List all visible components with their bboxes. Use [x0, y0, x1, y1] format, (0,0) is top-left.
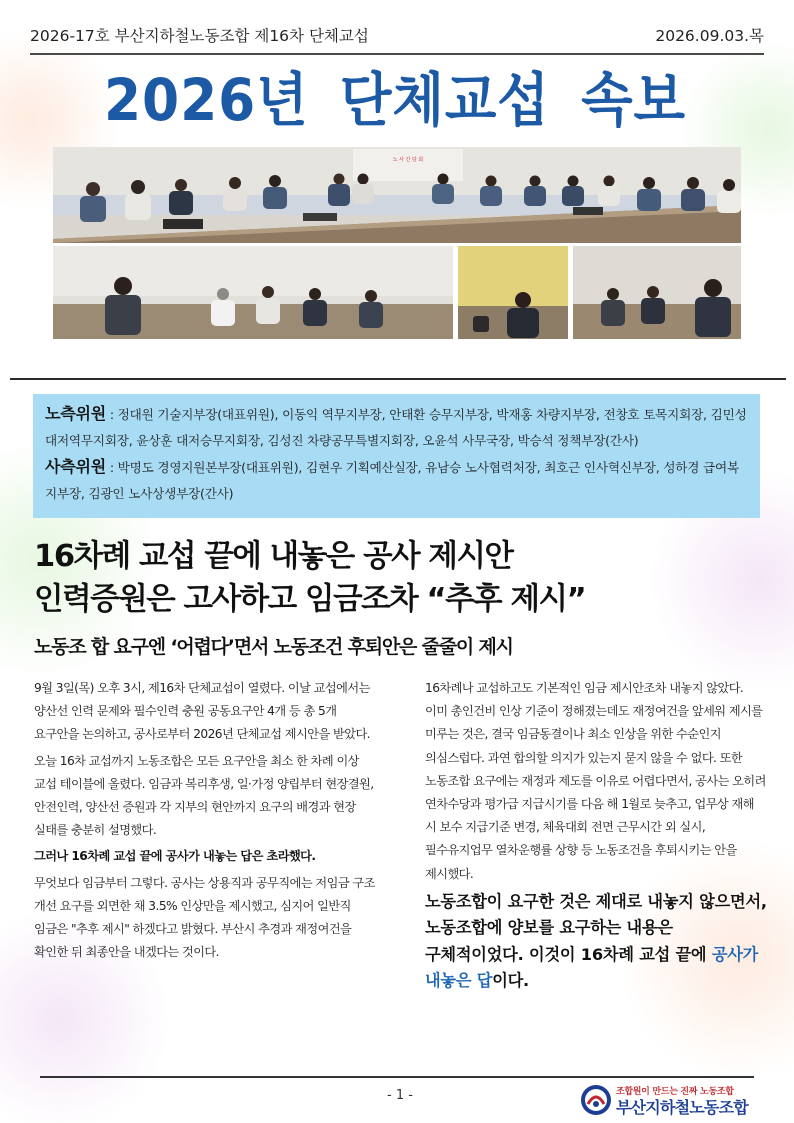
page-number: - 1 -	[387, 1088, 413, 1103]
logo-name: 부산지하철노동조합	[616, 1098, 748, 1117]
header-bar	[30, 20, 764, 50]
article-headline-line2: 인력증원은 고사하고 임금조차 “추후 제시”	[34, 582, 586, 617]
section-divider	[10, 378, 786, 380]
negotiation-photo-bottom	[53, 246, 741, 339]
photo-wall-text: 노 사 간 담 회	[392, 157, 424, 163]
title-main: 단체교섭	[339, 66, 550, 134]
article-paragraph: 무엇보다 임금부터 그렇다. 공사는 상용직과 공무직에는 저임금 구조 개선 요구를 외면한 채 3.5% 인상만을 제시했고, 심지어 일반직 임금은 "추후 제시" 하겠다고 밝혔다. 부산시 추경과 재정여건을 확인한 뒤 최종안을 내겠다는 것이다.	[34, 875, 375, 960]
page-title	[87, 62, 703, 138]
article-column-right	[425, 677, 767, 998]
union-logo	[580, 1083, 760, 1117]
article-conclusion	[425, 889, 767, 995]
management-members-label: 사측위원	[45, 457, 107, 476]
conclusion-highlight: 공사가 내놓은 답	[425, 944, 759, 991]
article-headline-line1: 16차례 교섭 끝에 내놓은 공사 제시안	[34, 539, 513, 574]
committee-members-box	[33, 394, 760, 518]
article-paragraph-bold: 그러나 16차례 교섭 끝에 공사가 내놓는 답은 초라했다.	[34, 849, 316, 864]
footer-divider	[40, 1076, 754, 1078]
article-paragraph: 오늘 16차 교섭까지 노동조합은 모든 요구안을 최소 한 차례 이상 교섭 테이블에 올렸다. 임금과 복리후생, 일·가정 양립부터 현장결원, 안전인력, 양산선 증원과 각 지부의 현안까지 요구의 배경과 현장 실태를 충분히 설명했다.	[34, 753, 374, 838]
issue-label: 2026-17호 부산지하철노동조합 제16차 단체교섭	[30, 27, 369, 45]
conclusion-text: 노동조합이 요구한 것은 제대로 내놓지 않으면서, 노동조합에 양보를 요구하는 내용은 구체적이었다. 이것이 16차례 교섭 끝에	[425, 891, 767, 964]
negotiation-photo-top	[53, 147, 741, 243]
conclusion-tail: 이다.	[492, 971, 530, 991]
logo-slogan: 조합원이 만드는 진짜 노동조합	[616, 1087, 734, 1097]
management-members-list: : 박명도 경영지원본부장(대표위원), 김현우 기획예산실장, 유남승 노사협력처장, 최호근 인사혁신부장, 성하경 급여복지부장, 김광인 노사상생부장(간사)	[45, 460, 739, 501]
article-subheadline: 노동조 합 요구엔 ‘어렵다’면서 노동조건 후퇴안은 줄줄이 제시	[34, 636, 513, 658]
article-paragraph: 9월 3일(목) 오후 3시, 제16차 단체교섭이 열렸다. 이날 교섭에서는 양산선 인력 문제와 필수인력 충원 공동요구안 4개 등 총 5개 요구안을 논의하고, 공사로부터 2026년 단체교섭 제시안을 받았다.	[34, 681, 370, 742]
labor-members-label: 노측위원	[45, 404, 107, 423]
union-emblem-icon	[580, 1084, 612, 1116]
title-tag: 속보	[581, 66, 687, 134]
header-divider	[30, 53, 764, 55]
labor-members-list: : 정대원 기술지부장(대표위원), 이동익 역무지부장, 안태환 승무지부장, 박재홍 차량지부장, 전창호 토목지회장, 김민성 대저역무지회장, 윤상훈 대저승무지회장, 김성진 차량공무특별지회장, 오윤석 사무국장, 박승석 정책부장(간사)	[45, 407, 747, 448]
article-column-left	[34, 677, 376, 967]
title-year: 2026년	[103, 66, 309, 134]
issue-date: 2026.09.03.목	[655, 27, 764, 45]
article-paragraph: 16차례나 교섭하고도 기본적인 임금 제시안조차 내놓지 않았다. 이미 총인건비 인상 기준이 정해졌는데도 재정여건을 앞세워 제시를 미루는 것은, 결국 임금동결이나 최소 인상을 위한 수순인지 의심스럽다. 과연 합의할 의지가 있는지 묻지 않을 수 없다. 또한 노동조합 요구에는 재정과 제도를 이유로 어렵다면서, 공사는 오히려 연차수당과 평가급 지급시기를 다음 해 1월로 늦추고, 업무상 재해 시 보수 지급기준 변경, 체육대회 전면 근무시간 외 실시, 필수유지업무 열차운행률 상향 등 노동조건을 후퇴시키는 안을 제시했다.	[425, 681, 766, 881]
